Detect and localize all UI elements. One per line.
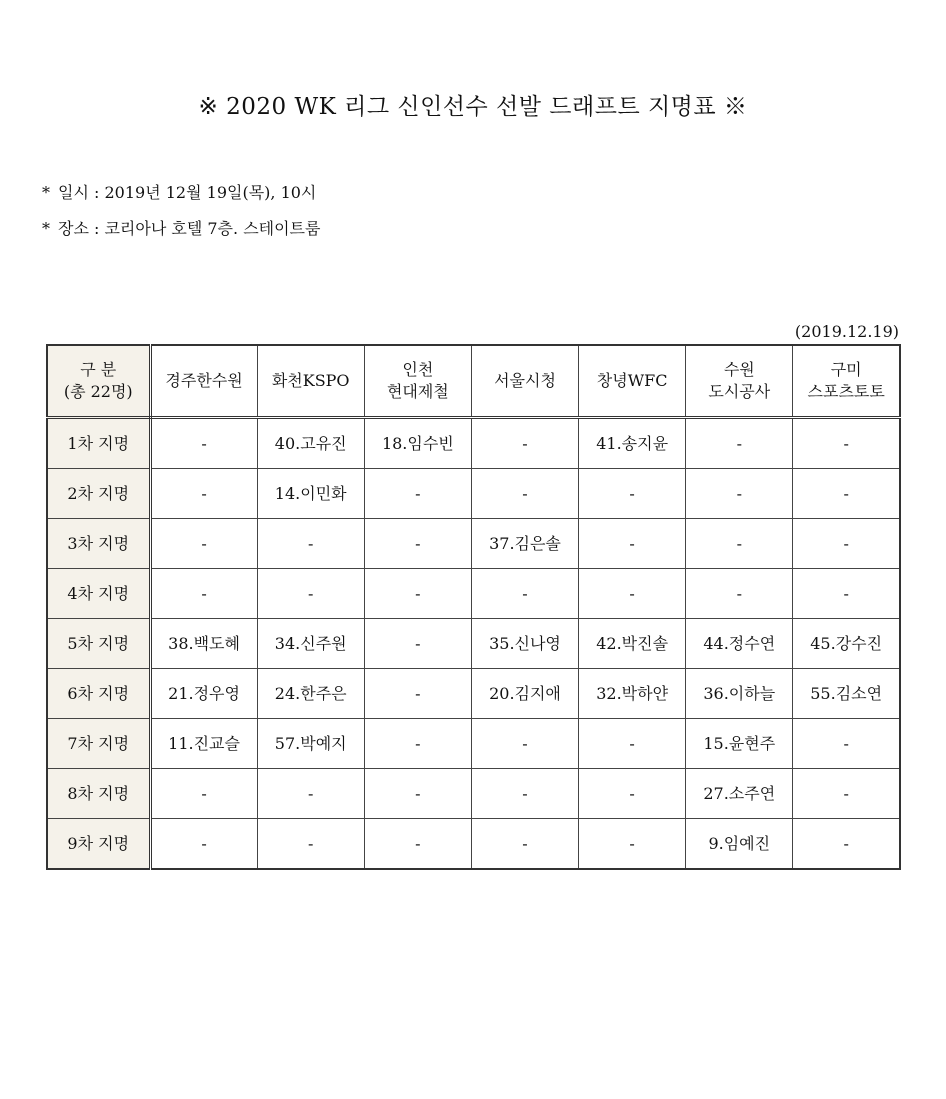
empty-pick-cell: - [471,418,578,469]
event-place-text: 장소 : 코리아나 호텔 7층. 스테이트룸 [58,219,321,238]
team-name: 구미 [830,360,862,379]
table-row [47,619,900,669]
empty-pick-cell: - [686,469,793,519]
pick-cell: 35.신나영 [471,619,578,669]
team-name-line2: 스포츠토토 [807,382,885,401]
empty-pick-cell: - [364,569,471,619]
corner-header [47,345,150,418]
empty-pick-cell: - [364,719,471,769]
pick-cell: 45.강수진 [793,619,900,669]
pick-cell: 14.이민화 [257,469,364,519]
table-row [47,719,900,769]
pick-cell: 55.김소연 [793,669,900,719]
empty-pick-cell: - [686,519,793,569]
pick-cell: 40.고유진 [257,418,364,469]
team-header [686,345,793,418]
team-name: 화천KSPO [271,371,350,390]
team-header [793,345,900,418]
empty-pick-cell: - [257,819,364,870]
empty-pick-cell: - [793,769,900,819]
team-name: 인천 [402,360,434,379]
pick-cell: 27.소주연 [686,769,793,819]
round-label: 5차 지명 [47,619,150,669]
draft-table [46,344,901,870]
round-label: 6차 지명 [47,669,150,719]
table-row [47,519,900,569]
empty-pick-cell: - [579,469,686,519]
corner-header-total: (총 22명) [63,382,133,401]
empty-pick-cell: - [364,619,471,669]
pick-cell: 38.백도혜 [150,619,257,669]
team-name: 수원 [723,360,755,379]
empty-pick-cell: - [579,569,686,619]
pick-cell: 15.윤현주 [686,719,793,769]
empty-pick-cell: - [793,569,900,619]
empty-pick-cell: - [150,769,257,819]
empty-pick-cell: - [579,719,686,769]
team-name: 경주한수원 [165,371,243,390]
round-label: 3차 지명 [47,519,150,569]
empty-pick-cell: - [150,569,257,619]
empty-pick-cell: - [471,819,578,870]
pick-cell: 32.박하얀 [579,669,686,719]
pick-cell: 36.이하늘 [686,669,793,719]
team-name: 서울시청 [494,371,556,390]
empty-pick-cell: - [150,469,257,519]
empty-pick-cell: - [579,519,686,569]
table-row [47,469,900,519]
empty-pick-cell: - [793,519,900,569]
round-label: 1차 지명 [47,418,150,469]
empty-pick-cell: - [364,669,471,719]
team-header [150,345,257,418]
corner-header-label: 구 분 [80,360,117,379]
empty-pick-cell: - [471,769,578,819]
empty-pick-cell: - [686,569,793,619]
table-row [47,769,900,819]
empty-pick-cell: - [257,519,364,569]
pick-cell: 57.박예지 [257,719,364,769]
round-label: 8차 지명 [47,769,150,819]
empty-pick-cell: - [793,469,900,519]
round-label: 9차 지명 [47,819,150,870]
bullet-asterisk: * [42,183,50,202]
empty-pick-cell: - [150,819,257,870]
table-row [47,669,900,719]
table-row [47,569,900,619]
draft-table-body [47,418,900,870]
team-header [579,345,686,418]
team-name-line2: 도시공사 [708,382,771,401]
empty-pick-cell: - [364,819,471,870]
team-header [257,345,364,418]
pick-cell: 42.박진솔 [579,619,686,669]
empty-pick-cell: - [579,769,686,819]
pick-cell: 44.정수연 [686,619,793,669]
pick-cell: 21.정우영 [150,669,257,719]
empty-pick-cell: - [793,418,900,469]
empty-pick-cell: - [150,519,257,569]
empty-pick-cell: - [471,719,578,769]
empty-pick-cell: - [686,418,793,469]
table-row [47,819,900,870]
event-date [42,180,316,203]
empty-pick-cell: - [364,519,471,569]
empty-pick-cell: - [793,719,900,769]
pick-cell: 20.김지애 [471,669,578,719]
document-date: (2019.12.19) [794,322,899,341]
table-header-row [47,345,900,418]
empty-pick-cell: - [793,819,900,870]
empty-pick-cell: - [257,569,364,619]
team-name-line2: 현대제철 [386,382,449,401]
round-label: 7차 지명 [47,719,150,769]
empty-pick-cell: - [364,769,471,819]
round-label: 4차 지명 [47,569,150,619]
pick-cell: 18.임수빈 [364,418,471,469]
empty-pick-cell: - [471,569,578,619]
team-header [471,345,578,418]
page-title: ※ 2020 WK 리그 신인선수 선발 드래프트 지명표 ※ [198,94,748,120]
table-row [47,418,900,469]
empty-pick-cell: - [150,418,257,469]
round-label: 2차 지명 [47,469,150,519]
pick-cell: 9.임예진 [686,819,793,870]
event-place [42,216,320,239]
empty-pick-cell: - [579,819,686,870]
team-header [364,345,471,418]
pick-cell: 41.송지윤 [579,418,686,469]
bullet-asterisk: * [42,219,50,238]
empty-pick-cell: - [471,469,578,519]
event-date-text: 일시 : 2019년 12월 19일(목), 10시 [58,183,317,202]
pick-cell: 24.한주은 [257,669,364,719]
pick-cell: 34.신주원 [257,619,364,669]
empty-pick-cell: - [257,769,364,819]
team-name: 창녕WFC [596,371,668,390]
empty-pick-cell: - [364,469,471,519]
pick-cell: 11.진교슬 [150,719,257,769]
pick-cell: 37.김은솔 [471,519,578,569]
